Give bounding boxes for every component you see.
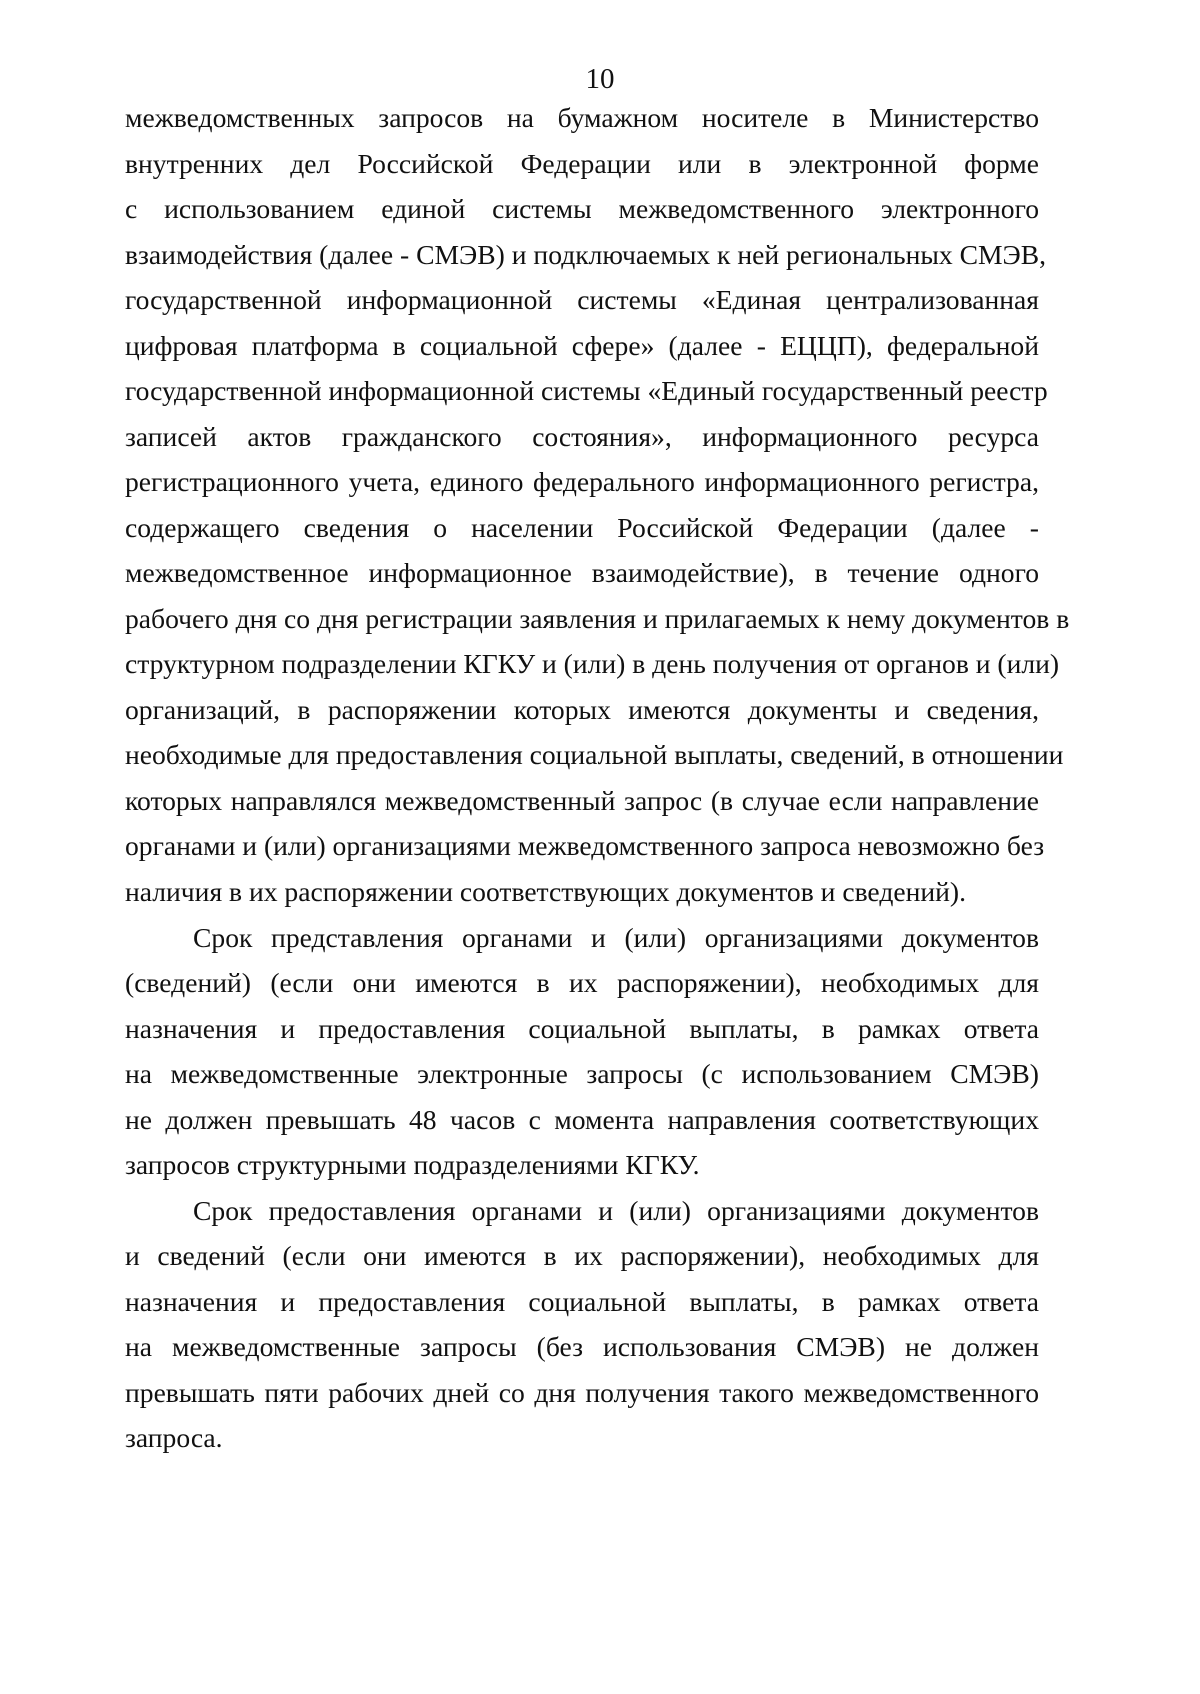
text-line: запросов структурными подразделениями КГКУ.	[125, 1149, 700, 1180]
text-line: на межведомственные электронные запросы (с использованием СМЭВ)	[125, 1058, 1039, 1089]
text-line: с использованием единой системы межведомственного электронного	[125, 193, 1039, 224]
text-line: государственной информационной системы «Единая централизованная	[125, 284, 1039, 315]
text-line: содержащего сведения о населении Российской Федерации (далее -	[125, 512, 1039, 543]
text-line: органами и (или) организациями межведомственного запроса невозможно без	[125, 830, 1045, 861]
text-line: цифровая платформа в социальной сфере» (далее - ЕЦЦП), федеральной	[125, 330, 1039, 361]
text-line: Срок представления органами и (или) организациями документов	[193, 922, 1039, 953]
text-line: (сведений) (если они имеются в их распоряжении), необходимых для	[125, 967, 1039, 998]
text-line: превышать пяти рабочих дней со дня получения такого межведомственного	[125, 1377, 1039, 1408]
text-line: Срок предоставления органами и (или) организациями документов	[193, 1195, 1039, 1226]
text-line: межведомственное информационное взаимодействие), в течение одного	[125, 557, 1039, 588]
text-line: необходимые для предоставления социальной выплаты, сведений, в отношении	[125, 739, 1064, 770]
text-line: организаций, в распоряжении которых имеются документы и сведения,	[125, 694, 1039, 725]
text-line: которых направлялся межведомственный запрос (в случае если направление	[125, 785, 1039, 816]
text-line: государственной информационной системы «Единый государственный реестр	[125, 375, 1048, 406]
text-line: межведомственных запросов на бумажном носителе в Министерство	[125, 102, 1039, 133]
text-line: на межведомственные запросы (без использования СМЭВ) не должен	[125, 1331, 1039, 1362]
text-line: наличия в их распоряжении соответствующих документов и сведений).	[125, 876, 966, 907]
page-number: 10	[585, 63, 615, 95]
text-line: рабочего дня со дня регистрации заявления и прилагаемых к нему документов в	[125, 603, 1070, 634]
text-line: назначения и предоставления социальной выплаты, в рамках ответа	[125, 1013, 1039, 1044]
text-line: взаимодействия (далее - СМЭВ) и подключаемых к ней региональных СМЭВ,	[125, 239, 1047, 270]
text-line: не должен превышать 48 часов с момента направления соответствующих	[125, 1104, 1039, 1135]
text-line: записей актов гражданского состояния», информационного ресурса	[125, 421, 1039, 452]
text-line: запроса.	[125, 1422, 223, 1453]
text-line: внутренних дел Российской Федерации или в электронной форме	[125, 148, 1039, 179]
text-line: регистрационного учета, единого федерального информационного регистра,	[125, 466, 1039, 497]
text-line: структурном подразделении КГКУ и (или) в день получения от органов и (или)	[125, 648, 1060, 679]
text-line: назначения и предоставления социальной выплаты, в рамках ответа	[125, 1286, 1039, 1317]
text-line: и сведений (если они имеются в их распоряжении), необходимых для	[125, 1240, 1039, 1271]
